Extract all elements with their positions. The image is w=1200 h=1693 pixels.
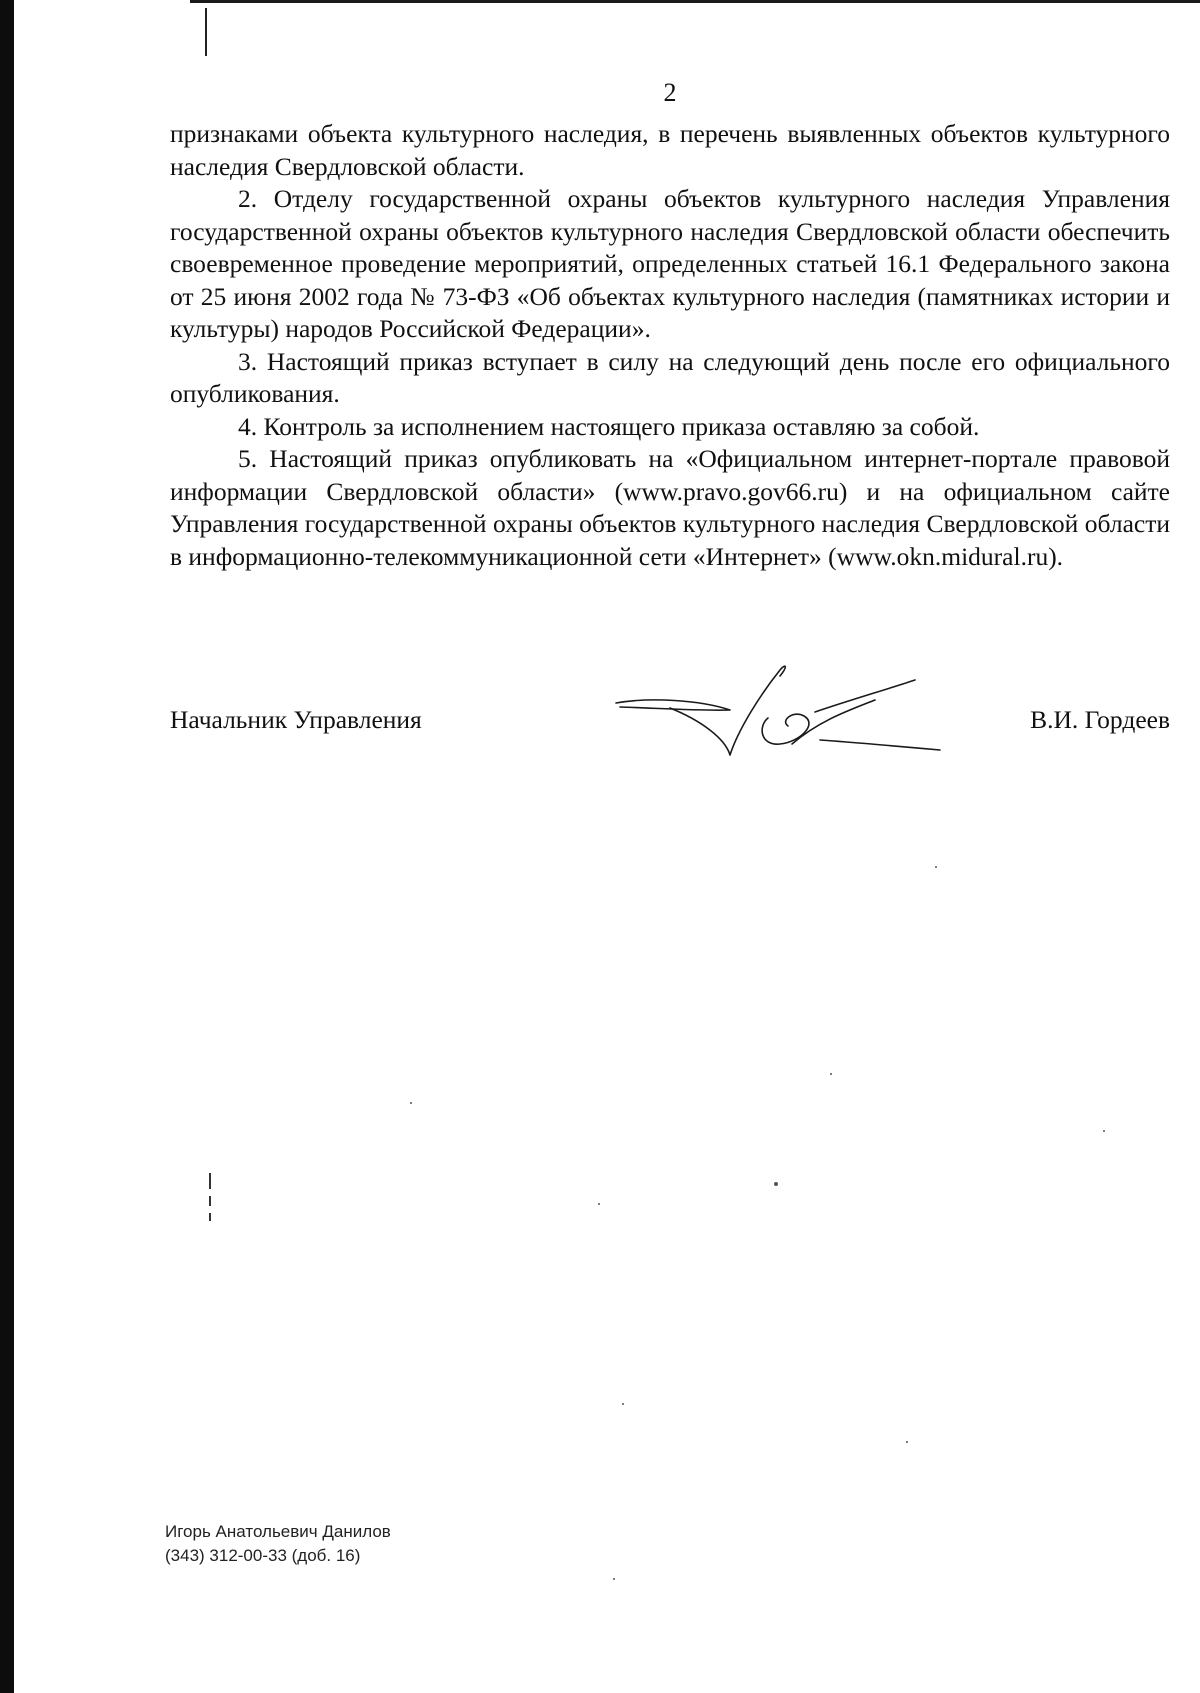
signatory-name: В.И. Гордеев xyxy=(1030,705,1170,734)
executor-name: Игорь Анатольевич Данилов xyxy=(165,1522,391,1541)
paragraph-1: признаками объекта культурного наследия, в перечень выявленных объектов культурного наследия Свердловской области. xyxy=(170,119,1170,181)
page-number: 2 xyxy=(663,78,677,107)
executor-info xyxy=(165,1520,391,1568)
scan-speck xyxy=(622,1403,624,1405)
scan-mark xyxy=(209,1213,211,1221)
scan-speck xyxy=(906,1441,908,1443)
scan-border-left xyxy=(0,0,14,1693)
scan-speck xyxy=(613,1578,615,1580)
paragraph-3: 3. Настоящий приказ вступает в силу на следующий день после его официального опубликования. xyxy=(170,346,1170,408)
paragraph-4: 4. Контроль за исполнением настоящего приказа оставляю за собой. xyxy=(238,411,980,441)
handwritten-signature xyxy=(610,660,950,780)
scan-mark xyxy=(209,1173,211,1189)
scan-mark xyxy=(205,8,207,56)
paragraph-5: 5. Настоящий приказ опубликовать на «Официальном интернет-портале правовой информации Свердловской области» (www.pravo.gov66.ru) и на официальном сайте Управления государственной охраны объектов культурного наследия Свердловской области в информационно-телекоммуникационной сети «Интернет» (www.okn.midural.ru). xyxy=(170,444,1170,571)
executor-phone: (343) 312-00-33 (доб. 16) xyxy=(165,1546,361,1565)
scan-speck xyxy=(1103,1130,1105,1132)
scan-speck xyxy=(935,866,937,868)
signatory-position: Начальник Управления xyxy=(170,705,422,734)
scan-speck xyxy=(774,1182,778,1186)
scan-mark xyxy=(209,1196,211,1206)
scan-speck xyxy=(410,1102,412,1104)
document-body xyxy=(170,118,1170,573)
signature-block xyxy=(170,695,1170,785)
scan-border-top xyxy=(190,0,1200,3)
paragraph-2: 2. Отделу государственной охраны объектов культурного наследия Управления государственной охраны объектов культурного наследия Свердловской области обеспечить своевременное проведение мероприятий, определенных статьей 16.1 Федерального закона от 25 июня 2002 года № 73-ФЗ «Об объектах культурного наследия (памятниках истории и культуры) народов Российской Федерации». xyxy=(170,184,1170,343)
scan-speck xyxy=(830,1073,832,1075)
scan-speck xyxy=(598,1203,600,1205)
